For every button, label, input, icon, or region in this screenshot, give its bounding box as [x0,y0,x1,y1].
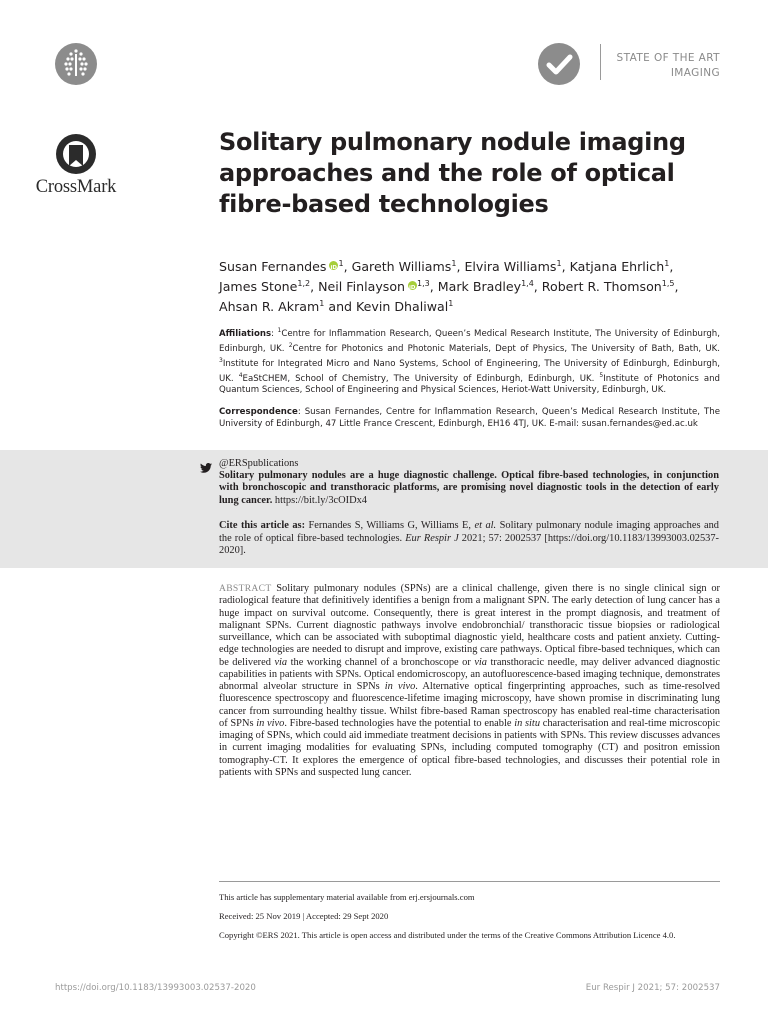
author-name[interactable]: Ahsan R. Akram [219,299,320,315]
author-line [219,275,724,295]
affil-number: 5 [599,372,604,380]
affiliations: Affiliations: $^1$Centre for Inflammation Research, Queen’s Medical Research Institute, The University of Edinburgh, Edinburgh, UK. $^2$Centre for Photonics and Photonic Materials, Dept of Physics, The University of Bath, Bath, UK. $^3$Institute for Integrated Micro and Nano Systems, School of Engineering, The University of Edinburgh, Edinburgh, UK. $^4$EaStCHEM, School of Chemistry, The University of Edinburgh, Edinburgh, UK. $^5$Institute of Photonics and Quantum Sciences, School of Engineering and Physical Sciences, Heriot-Watt University, Edinburgh, UK. [219,327,720,396]
affil-number: 1 [277,327,282,334]
author-affil-sup: 1 [319,299,325,309]
author-name[interactable]: , Gareth Williams [343,259,452,275]
received-accepted-dates: Received: 25 Nov 2019 | Accepted: 29 Sept 2020 [219,911,389,921]
tweet-handle[interactable]: @ERSpublications [219,458,299,469]
abstract-italic: in vivo [256,717,285,729]
orcid-icon[interactable] [408,281,417,290]
cite-text: Solitary pulmonary nodule imaging approaches and the role of optical fibre-based technologies. [219,520,719,544]
cite-etal: et al. [474,520,497,531]
cite-text: Fernandes S, Williams G, Williams E, [305,520,475,531]
affil-text: Institute for Integrated Micro and Nano Systems, School of Engineering, The University of Edinburgh, Edinburgh, UK. [219,358,720,385]
author-name[interactable]: , Elvira Williams [456,259,557,275]
author-affil-sup: 1,5 [661,279,675,289]
article-title [219,127,719,220]
affil-number: 3 [219,357,223,365]
affil-text: Centre for Photonics and Photonic Materials, Dept of Physics, The University of Bath, Bath, UK. [292,343,720,354]
tweet-link[interactable]: https://bit.ly/3cOIDx4 [272,494,367,506]
author-separator: , [669,259,674,275]
abstract-italic: via [274,656,288,668]
abstract-text: . Fibre-based technologies have the potential to enable [284,717,515,729]
twitter-bird-icon[interactable] [200,460,212,470]
doi-link[interactable]: https://doi.org/10.1183/13993003.02537-2020 [55,983,256,993]
author-name[interactable]: and Kevin Dhaliwal [324,299,449,315]
affil-number: 2 [288,342,293,350]
journal-citation: Eur Respir J 2021; 57: 2002537 [585,983,720,993]
crossmark-badge[interactable] [28,133,124,198]
author-affil-sup: 1 [338,259,344,268]
abstract [219,583,720,779]
cite-label: Cite this article as: [219,520,306,531]
abstract-text: Solitary pulmonary nodules (SPNs) are a clinical challenge, given there is no single clinical sign or radiological feature that definitively identifies a benign from a malignant SPN. The early detection of lung cancer has a huge impact on survival outcome. Consequently, there is great interest in the prompt diagnosis, and treatment of malignant SPNs. Current diagnostic pathways involve endobronchial/ transthoracic tissue biopsies or radiological surveillance, which can be associated with suboptimal diagnostic yield, healthcare costs and patient anxiety. Cutting-edge technologies are needed to disrupt and improve, existing care pathways. Optical fibre-based techniques, which can be delivered [219,583,720,668]
footnote-divider [219,881,720,882]
abstract-text: the working channel of a bronchoscope or [287,656,475,668]
supplementary-note: This article has supplementary material available from erj.ersjournals.com [219,892,475,902]
author-affil-sup: 1,4 [521,279,534,289]
affil-number: 4 [238,372,243,380]
crossmark-label: CrossMark [35,177,117,197]
cite-text[interactable]: 2021; 57: 2002537 [https://doi.org/10.1183/13993003.02537-2020]. [219,532,720,557]
author-affil-sup: 1 [451,259,457,268]
abstract-label: ABSTRACT [219,583,272,594]
section-label-line2: IMAGING [670,67,720,79]
title-line: fibre-based technologies [219,190,549,218]
author-name[interactable]: , Neil Finlayson [310,279,406,295]
section-label [610,51,720,81]
abstract-text: . Alternative optical fingerprinting approaches, such as time-resolved fluorescence spectroscopy and fluorescence-lifetime imaging microscopy, have shown promise in discriminating lung cancer from surrounding healthy tissue. Whilst fibre-based Raman spectroscopy has enabled real-time characterisation of SPNs [219,681,720,729]
author-name[interactable]: Susan Fernandes [219,259,327,275]
citation-block [219,520,719,558]
abstract-text: characterisation and real-time microscopic imaging of SPNs, which could aid immediate treatment decisions in patients with SPNs. This review discusses advances in current imaging modalities for evaluating SPNs, including computed tomography (CT) and positron emission tomography-CT. It explores the emergence of optical fibre-based technologies, and discusses their potential role in patients with SPNs and suspected lung cancer. [219,717,720,778]
abstract-text: transthoracic needle, may deliver advanced diagnostic capabilities in patients with SPNs. Optical endomicroscopy, an autofluorescence-based imaging technique, demonstrates abnormal alveolar structure in SPNs [219,656,720,692]
author-list [219,255,724,316]
orcid-icon[interactable] [329,261,338,270]
author-affil-sup: 1 [556,259,562,268]
abstract-italic: via [474,656,488,668]
correspondence [219,406,720,430]
affil-text: Centre for Inflammation Research, Queen’s Medical Research Institute, The University of Edinburgh, Edinburgh, UK. [219,328,720,354]
author-name[interactable]: , Katjana Ehrlich [561,259,665,275]
tweet-body: Solitary pulmonary nodules are a huge diagnostic challenge. Optical fibre-based technologies, in conjunction with bronchoscopic and transthoracic platforms, are promising novel diagnostic tools in the detection of early lung cancer. [219,470,719,506]
correspondence-text: : Susan Fernandes, Centre for Inflammation Research, Queen’s Medical Research Institute, The University of Edinburgh, 47 Little France Crescent, Edinburgh, EH16 4TJ, UK. E-mail: susan.fernandes@ed.ac.uk [219,407,720,429]
correspondence-label: Correspondence [219,407,298,417]
section-label-line1: STATE OF THE ART [616,52,720,64]
author-affil-sup: 1,3 [417,279,430,289]
cite-journal: Eur Respir J [405,532,459,544]
affiliations-label: Affiliations [219,328,272,339]
author-line [219,295,724,315]
abstract-italic: in situ [514,717,541,729]
abstract-italic: in vivo [384,681,416,692]
ers-logo-icon [55,43,97,85]
tweet-text [219,470,719,507]
title-line: approaches and the role of optical [219,159,675,187]
copyright-note: Copyright ©ERS 2021. This article is open access and distributed under the terms of the Creative Commons Attribution Licence 4.0. [219,930,676,940]
title-line: Solitary pulmonary nodule imaging [219,128,686,156]
author-name[interactable]: , Robert R. Thomson [533,279,662,295]
author-affil-sup: 1,2 [297,279,311,289]
author-affil-sup: 1 [664,259,670,268]
crossmark-icon [55,133,97,175]
author-line [219,255,724,275]
author-name[interactable]: James Stone [219,279,298,295]
header-divider [600,44,601,80]
author-name[interactable]: , Mark Bradley [429,279,522,295]
author-separator: , [674,279,679,295]
affil-text: EaStCHEM, School of Chemistry, The University of Edinburgh, Edinburgh, UK. [242,374,600,385]
author-affil-sup: 1 [448,299,454,309]
affil-text: Institute of Photonics and Quantum Sciences, School of Engineering and Physical Sciences, Heriot-Watt University, Edinburgh, UK. [219,374,720,396]
checkmark-badge-icon [538,43,580,85]
